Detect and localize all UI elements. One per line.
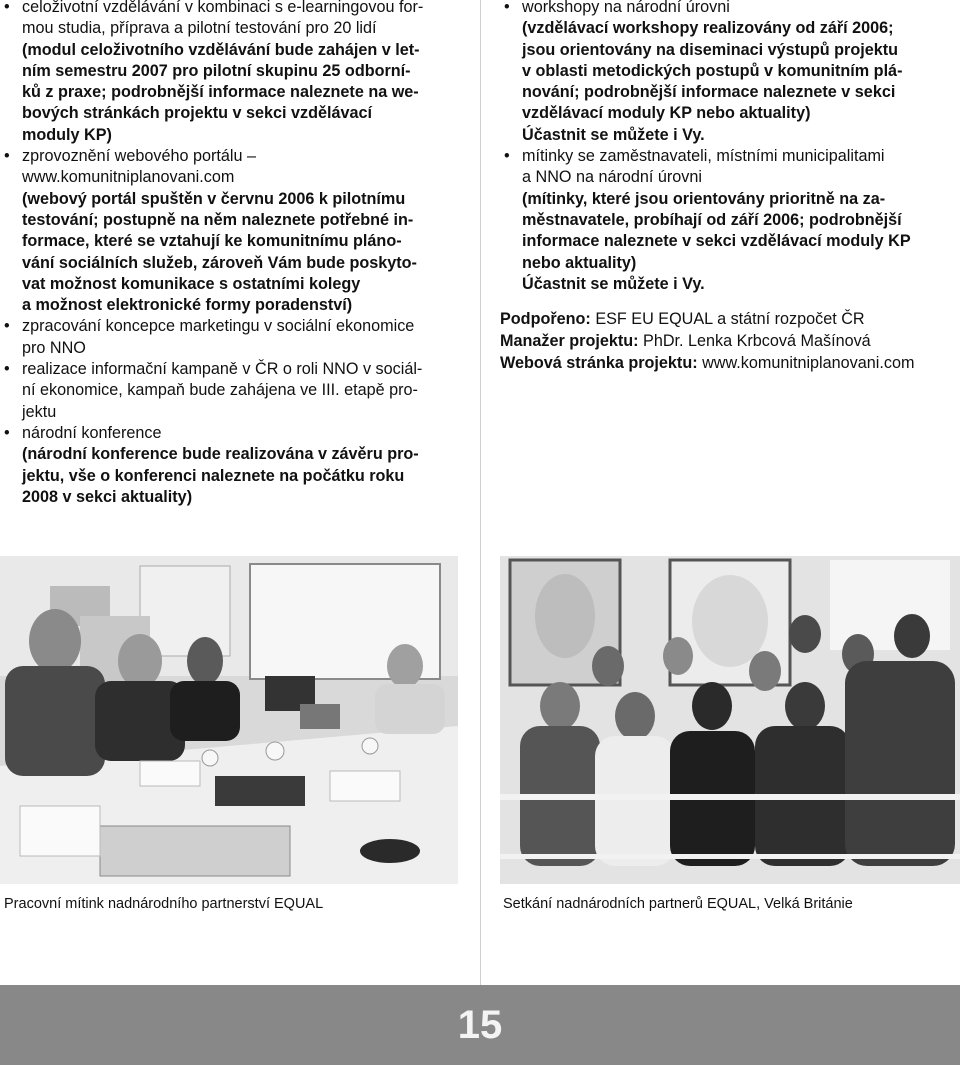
item-note: jsou orientovány na diseminaci výstupů projektu bbox=[522, 40, 898, 59]
item-text: celoživotní vzdělávání v kombinaci s e-learningovou for- bbox=[22, 0, 424, 16]
page-footer bbox=[0, 985, 960, 1065]
participation-note: Účastnit se můžete i Vy. bbox=[522, 274, 705, 293]
item-text: realizace informační kampaně v ČR o roli NNO v sociál- bbox=[22, 360, 423, 379]
item-note: a možnost elektronické formy poradenství) bbox=[22, 296, 353, 315]
project-info bbox=[500, 309, 960, 375]
bullet-icon: • bbox=[504, 0, 510, 16]
item-text: jektu bbox=[22, 402, 57, 421]
item-note: (vzdělávací workshopy realizovány od září 2006; bbox=[522, 19, 894, 38]
item-note: ním semestru 2007 pro pilotní skupinu 25 odborní- bbox=[22, 61, 411, 80]
item-text: a NNO na národní úrovni bbox=[522, 168, 702, 187]
item-text: národní konference bbox=[22, 423, 162, 442]
left-item-3 bbox=[4, 316, 460, 359]
item-note: vat možnost komunikace s ostatními kolegy bbox=[22, 274, 361, 293]
info-supported bbox=[500, 309, 960, 331]
photo-caption: Setkání nadnárodních partnerů EQUAL, Velká Británie bbox=[503, 896, 853, 912]
item-note: bových stránkách projektu v sekci vzdělávací bbox=[22, 104, 372, 123]
right-item-1 bbox=[504, 0, 960, 146]
info-value: ESF EU EQUAL a státní rozpočet ČR bbox=[590, 310, 865, 329]
item-text: zpracování koncepce marketingu v sociální ekonomice bbox=[22, 317, 415, 336]
left-item-4 bbox=[4, 359, 460, 423]
item-text: workshopy na národní úrovni bbox=[522, 0, 730, 16]
item-note: (webový portál spuštěn v červnu 2006 k pilotnímu bbox=[22, 189, 406, 208]
bullet-icon: • bbox=[4, 0, 10, 16]
group-photo-illustration bbox=[500, 556, 960, 884]
left-item-1 bbox=[4, 0, 460, 146]
right-column bbox=[500, 0, 960, 375]
left-column bbox=[0, 0, 460, 508]
item-note: (mítinky, které jsou orientovány prioritně na za- bbox=[522, 189, 886, 208]
item-text: ní ekonomice, kampaň bude zahájena ve III. etapě pro- bbox=[22, 381, 418, 400]
item-note: testování; postupně na něm naleznete potřebné in- bbox=[22, 210, 414, 229]
participation-note: Účastnit se můžete i Vy. bbox=[522, 125, 705, 144]
item-note: v oblasti metodických postupů v komunitním plá- bbox=[522, 61, 903, 80]
bullet-icon: • bbox=[504, 147, 510, 166]
info-label: Webová stránka projektu: bbox=[500, 354, 698, 373]
website-link[interactable]: www.komunitniplanovani.com bbox=[22, 168, 235, 187]
left-item-5 bbox=[4, 423, 460, 508]
item-note: (národní konference bude realizována v závěru pro- bbox=[22, 445, 419, 464]
info-label: Manažer projektu: bbox=[500, 332, 639, 351]
bullet-icon: • bbox=[4, 147, 10, 166]
photo-caption: Pracovní mítink nadnárodního partnerství EQUAL bbox=[4, 896, 324, 912]
item-text: pro NNO bbox=[22, 338, 86, 357]
item-note: moduly KP) bbox=[22, 125, 112, 144]
item-note: informace naleznete v sekci vzdělávací moduly KP bbox=[522, 232, 911, 251]
right-item-2 bbox=[504, 146, 960, 295]
item-note: nebo aktuality) bbox=[522, 253, 637, 272]
item-note: nování; podrobnější informace naleznete v sekci bbox=[522, 83, 896, 102]
item-note: formace, které se vztahují ke komunitnímu pláno- bbox=[22, 232, 402, 251]
item-text: zprovoznění webového portálu – bbox=[22, 147, 256, 166]
website-link[interactable]: www.komunitniplanovani.com bbox=[697, 354, 915, 373]
item-text: mou studia, příprava a pilotní testování pro 20 lidí bbox=[22, 19, 377, 38]
page-number: 15 bbox=[457, 1002, 503, 1047]
bullet-icon: • bbox=[4, 317, 10, 336]
info-label: Podpořeno: bbox=[500, 310, 591, 329]
group-photo bbox=[500, 556, 960, 884]
item-note: 2008 v sekci aktuality) bbox=[22, 487, 193, 506]
column-divider bbox=[480, 0, 481, 985]
bullet-icon: • bbox=[4, 360, 10, 379]
item-note: vzdělávací moduly KP nebo aktuality) bbox=[522, 104, 811, 123]
item-note: ků z praxe; podrobnější informace naleznete na we- bbox=[22, 83, 419, 102]
info-value: PhDr. Lenka Krbcová Mašínová bbox=[638, 332, 871, 351]
item-note: městnavatele, probíhají od září 2006; podrobnější bbox=[522, 210, 902, 229]
bullet-icon: • bbox=[4, 423, 10, 442]
info-website bbox=[500, 353, 960, 375]
item-note: jektu, vše o konferenci naleznete na počátku roku bbox=[22, 466, 405, 485]
info-manager bbox=[500, 331, 960, 353]
meeting-photo bbox=[0, 556, 458, 884]
item-text: mítinky se zaměstnavateli, místními municipalitami bbox=[522, 147, 885, 166]
left-item-2 bbox=[4, 146, 460, 316]
item-note: vání sociálních služeb, zároveň Vám bude poskyto- bbox=[22, 253, 417, 272]
meeting-photo-illustration bbox=[0, 556, 458, 884]
item-note: (modul celoživotního vzdělávání bude zahájen v let- bbox=[22, 40, 420, 59]
